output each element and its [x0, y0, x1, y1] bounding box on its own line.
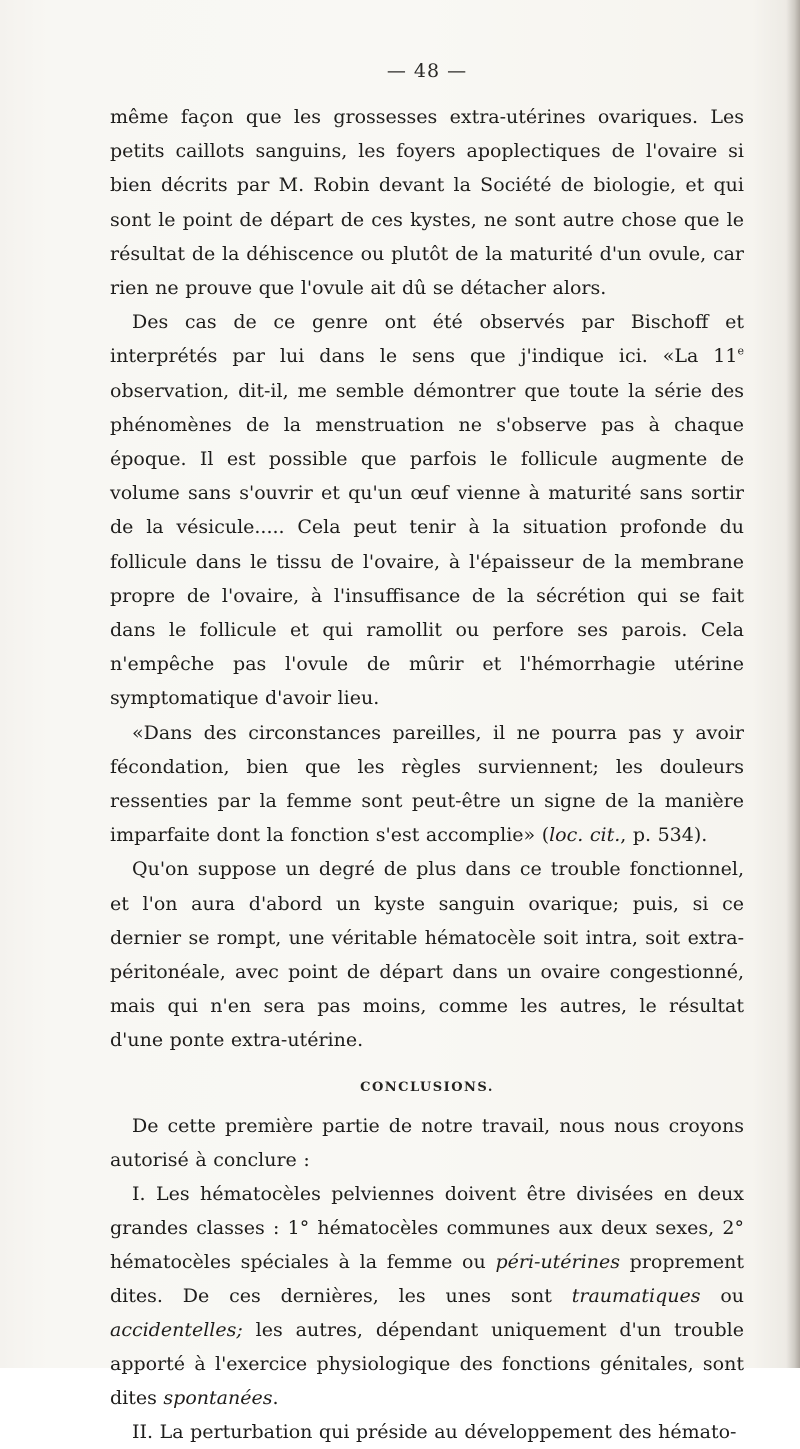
paragraph-bischoff — [110, 305, 744, 715]
page-number: — 48 — — [386, 60, 468, 82]
paragraph-conclusion-intro: De cette première partie de notre travail, nous nous croyons autorisé à conclure : — [110, 1114, 744, 1171]
paragraph-continuation: même façon que les grossesses extra-utérines ovariques. Les petits caillots sanguins, les foyers apoplectiques de l'ovaire si bien décrits par M. Robin devant la Société de biologie, et qui sont le point de départ de ces kystes, ne sont autre chose que le résultat de la déhiscence ou plutôt de la maturité d'un ovule, car rien ne prouve que l'ovule ait dû se détacher alors. — [110, 106, 744, 300]
conclusions-text-block — [110, 1109, 744, 1449]
paragraph-text: les autres, dépendant uniquement d'un trouble apporté à l'exercice physiologique des fonctions génitales, sont dites — [110, 1318, 744, 1409]
section-heading: CONCLUSIONS. — [360, 1079, 494, 1095]
superscript-ordinal: e — [737, 345, 744, 359]
main-text-block — [110, 100, 744, 1058]
emphasis-term: péri-utérines — [495, 1250, 620, 1273]
paragraph-conclusion-one — [110, 1177, 744, 1415]
emphasis-term: traumatiques — [571, 1284, 701, 1307]
paragraph-text: Des cas de ce genre ont été observés par Bischoff et interprétés par lui dans le sens que j'indique ici. «La 11 — [110, 311, 744, 368]
paragraph-hypothesis: Qu'on suppose un degré de plus dans ce trouble fonctionnel, et l'on aura d'abord un kyste sanguin ovarique; puis, si ce dernier se rompt, une véritable hématocèle soit intra, soit extra-péritonéale, avec point de départ dans un ovaire congestionné, mais qui n'en sera pas moins, comme les autres, le résultat d'une ponte extra-utérine. — [110, 858, 744, 1052]
paragraph-text: ou — [700, 1284, 744, 1307]
paragraph-text: I. Les hématocèles pelviennes doivent être divisées en deux grandes classes : 1° hématocèles communes aux deux sexes, 2° hématocèles spéciales à la femme ou — [110, 1182, 744, 1273]
paragraph-conclusion-two: II. La perturbation qui préside au développement des hémato- — [132, 1420, 737, 1443]
paragraph-text: observation, dit-il, me semble démontrer que toute la série des phénomènes de la menstruation ne s'observe pas à chaque époque. Il est possible que parfois le follicule augmente de volume sans s'ouvrir et qu'un œuf vienne à maturité sans sortir de la vésicule..... Cela peut tenir à la situation profonde du follicule dans le tissu de l'ovaire, à l'épaisseur de la membrane propre de l'ovaire, à l'insuffisance de la sécrétion qui se fait dans le follicule et qui ramollit ou perfore ses parois. Cela n'empêche pas l'ovule de mûrir et l'hémorrhagie utérine symptomatique d'avoir lieu. — [110, 379, 744, 710]
page-edge-shadow — [786, 0, 800, 1368]
emphasis-term: spontanées — [163, 1386, 273, 1409]
paragraph-text: proprement dites. De ces dernières, les unes sont — [110, 1250, 744, 1307]
citation-reference: loc. cit. — [549, 824, 621, 847]
paragraph-text: , p. 534). — [620, 824, 708, 847]
emphasis-term: accidentelles; — [110, 1318, 243, 1341]
paragraph-quote — [110, 716, 744, 853]
paragraph-text: «Dans des circonstances pareilles, il ne pourra pas y avoir fécondation, bien que les règles surviennent; les douleurs ressenties par la femme sont peut-être un signe de la manière imparfaite dont la fonction s'est accomplie» ( — [110, 721, 744, 847]
paragraph-text: . — [272, 1386, 279, 1409]
